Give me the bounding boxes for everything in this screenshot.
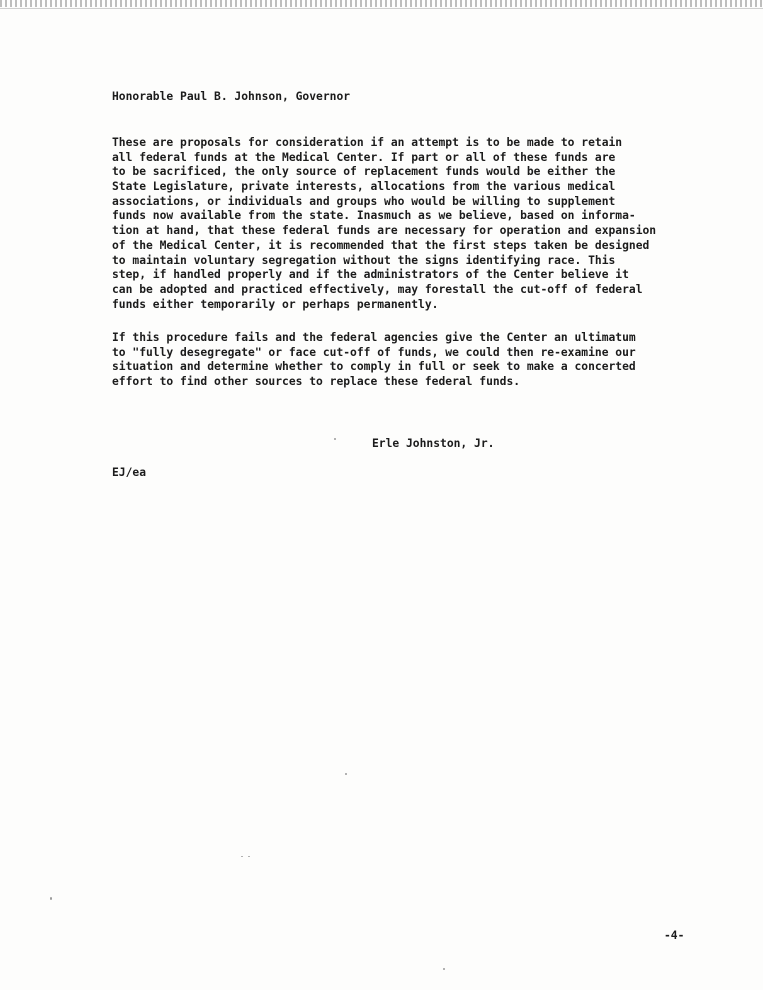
paragraph-line: to "fully desegregate" or face cut-off of funds, we could then re-examine our [112,345,636,359]
scan-speck [248,856,250,857]
paragraph-2 [112,331,722,390]
scan-speck [345,773,347,775]
paragraph-line: These are proposals for consideration if an attempt is to be made to retain [112,136,623,149]
scan-speck [334,438,336,440]
paragraph-line: If this procedure fails and the federal agencies give the Center an ultimatum [112,331,636,344]
scan-top-edge [0,0,763,7]
scan-speck [50,897,52,900]
paragraph-line: all federal funds at the Medical Center. If part or all of these funds are [112,150,616,164]
typist-initials: EJ/ea [112,466,147,479]
paragraph-line: funds now available from the state. Inasmuch as we believe, based on informa- [112,209,636,223]
salutation: Honorable Paul B. Johnson, Governor [112,90,351,103]
paragraph-line: can be adopted and practiced effectively, may forestall the cut-off of federal [112,282,643,296]
paragraph-line: effort to find other sources to replace these federal funds. [112,375,521,389]
paragraph-line: associations, or individuals and groups who would be willing to supplement [112,194,616,208]
paragraph-line: funds either temporarily or perhaps permanently. [112,297,439,311]
paragraph-line: tion at hand, that these federal funds are necessary for operation and expansion [112,224,657,238]
scan-speck [241,856,243,857]
paragraph-line: to maintain voluntary segregation without the signs identifying race. This [112,253,616,267]
paragraph-1 [112,136,722,312]
paragraph-line: to be sacrificed, the only source of replacement funds would be either the [112,165,616,179]
scan-speck [443,968,445,970]
scan-top-line [0,8,763,9]
page-number: -4- [664,929,685,942]
paragraph-line: State Legislature, private interests, allocations from the various medical [112,180,616,194]
paragraph-line: of the Medical Center, it is recommended that the first steps taken be designed [112,238,650,252]
signature-name: Erle Johnston, Jr. [372,437,495,450]
paragraph-line: situation and determine whether to comply in full or seek to make a concerted [112,360,636,374]
paragraph-line: step, if handled properly and if the administrators of the Center believe it [112,268,629,282]
